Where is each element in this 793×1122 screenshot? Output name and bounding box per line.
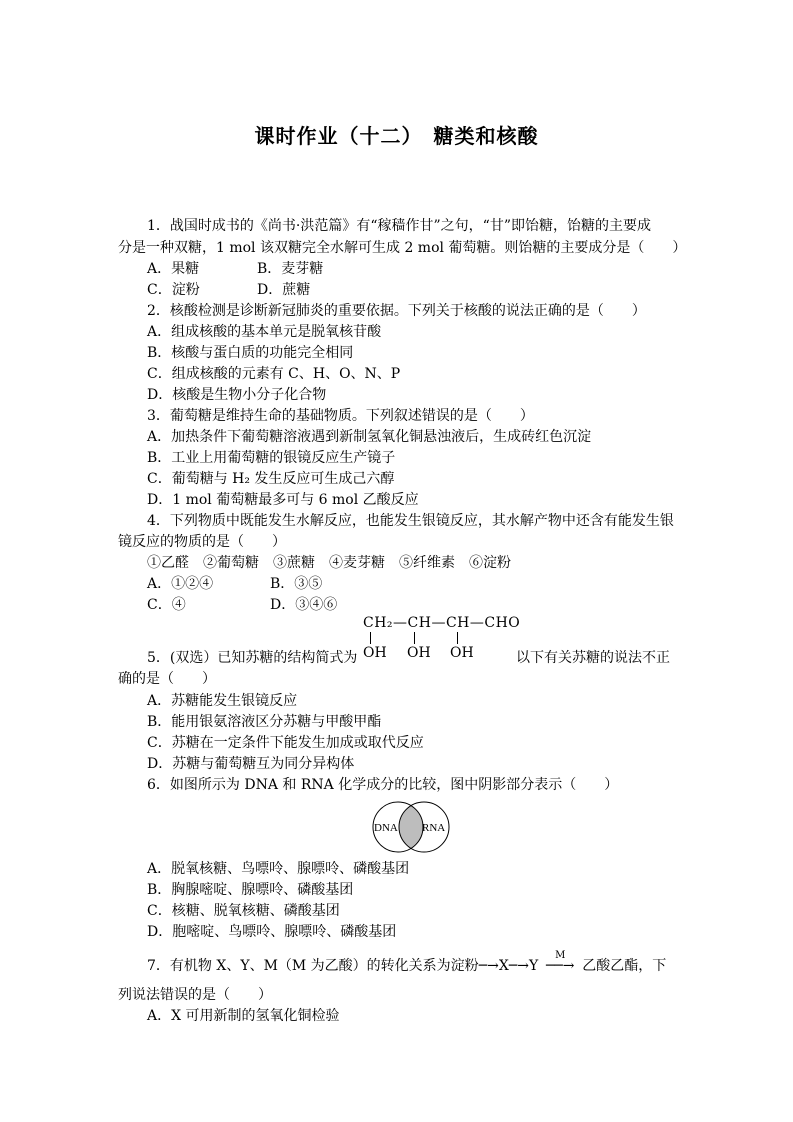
- formula-oh-3: OH: [450, 645, 474, 661]
- q3-option-d: D．1 mol 葡萄糖最多可与 6 mol 乙酸反应: [147, 492, 419, 508]
- formula-bond-2: [414, 632, 415, 644]
- q1-option-b: B．麦芽糖: [257, 261, 324, 277]
- arrow-1: ─→: [478, 958, 499, 974]
- formula-bond-3: [457, 632, 458, 644]
- q7-stem-part2: 乙酸乙酯，下: [582, 958, 667, 974]
- q1-stem-line2: 分是一种双糖，1 mol 该双糖完全水解可生成 2 mol 葡萄糖。则饴糖的主要成分是（ ）: [118, 240, 687, 256]
- dna-rna-venn-diagram: [370, 800, 452, 854]
- q7-stem-line1: [147, 950, 667, 976]
- q5-option-a: A．苏糖能发生银镜反应: [147, 693, 298, 709]
- q3-option-b: B．工业上用葡萄糖的银镜反应生产镜子: [147, 450, 396, 466]
- q3-option-a: A．加热条件下葡萄糖溶液遇到新制氢氧化铜悬浊液后，生成砖红色沉淀: [147, 429, 592, 445]
- formula-main-chain: CH₂—CH—CH—CHO: [363, 615, 521, 631]
- q4-stem-line2: 镜反应的物质的是（ ）: [118, 534, 286, 550]
- q6-option-b: B．胸腺嘧啶、腺嘌呤、磷酸基团: [147, 882, 354, 898]
- q4-option-b: B．③⑤: [270, 576, 323, 592]
- q7-stem-part1: 7．有机物 X、Y、M（M 为乙酸）的转化关系为淀粉: [147, 958, 479, 974]
- arrow-with-m: M ──→: [538, 956, 582, 976]
- formula-oh-2: OH: [407, 645, 431, 661]
- venn-rna-label: RNA: [422, 822, 446, 834]
- q6-option-a: A．脱氧核糖、鸟嘌呤、腺嘌呤、磷酸基团: [147, 861, 410, 877]
- q5-option-b: B．能用银氨溶液区分苏糖与甲酸甲酯: [147, 714, 382, 730]
- q4-option-a: A．①②④: [147, 576, 214, 592]
- arrow-m-label: M: [555, 950, 566, 961]
- q4-stem-line1: 4．下列物质中既能发生水解反应，也能发生银镜反应，其水解产物中还含有能发生银: [147, 513, 674, 529]
- q4-option-c: C．④: [147, 597, 186, 613]
- q5-option-d: D．苏糖与葡萄糖互为同分异构体: [147, 756, 355, 772]
- q2-option-b: B．核酸与蛋白质的功能完全相同: [147, 345, 354, 361]
- q4-items: ①乙醛 ②葡萄糖 ③蔗糖 ④麦芽糖 ⑤纤维素 ⑥淀粉: [147, 555, 511, 571]
- q1-option-a: A．果糖: [147, 261, 200, 277]
- q3-stem: 3．葡萄糖是维持生命的基础物质。下列叙述错误的是（ ）: [147, 408, 534, 424]
- q7-y: Y: [529, 958, 539, 974]
- q1-option-c: C．淀粉: [147, 282, 200, 298]
- q2-option-c: C．组成核酸的元素有 C、H、O、N、P: [147, 366, 401, 382]
- q5-stem-line2: 确的是（ ）: [118, 671, 216, 687]
- arrow-2: ─→: [508, 958, 529, 974]
- q7-stem-line2: 列说法错误的是（ ）: [118, 987, 272, 1003]
- q1-option-d: D．蔗糖: [257, 282, 311, 298]
- q2-option-d: D．核酸是生物小分子化合物: [147, 387, 327, 403]
- q6-option-d: D．胞嘧啶、鸟嘌呤、腺嘌呤、磷酸基团: [147, 924, 397, 940]
- q6-option-c: C．核糖、脱氧核糖、磷酸基团: [147, 903, 340, 919]
- q2-stem: 2．核酸检测是诊断新冠肺炎的重要依据。下列关于核酸的说法正确的是（ ）: [147, 303, 646, 319]
- q4-option-d: D．③④⑥: [270, 597, 338, 613]
- q2-option-a: A．组成核酸的基本单元是脱氧核苷酸: [147, 324, 382, 340]
- formula-oh-1: OH: [363, 645, 387, 661]
- formula-bond-1: [370, 632, 371, 644]
- venn-dna-label: DNA: [374, 822, 398, 834]
- q5-stem-left: 5．(双选）已知苏糖的结构简式为: [147, 650, 358, 666]
- q7-x: X: [498, 958, 509, 974]
- q7-option-a: A．X 可用新制的氢氧化铜检验: [147, 1008, 340, 1024]
- q5-stem-right: 以下有关苏糖的说法不正: [516, 650, 670, 666]
- threose-structural-formula: [363, 613, 523, 661]
- q3-option-c: C．葡萄糖与 H₂ 发生反应可生成己六醇: [147, 471, 395, 487]
- q1-stem-line1: 1．战国时成书的《尚书·洪范篇》有“稼穑作甘”之句，“甘”即饴糖，饴糖的主要成: [147, 218, 651, 234]
- q6-stem: 6．如图所示为 DNA 和 RNA 化学成分的比较，图中阴影部分表示（ ）: [147, 777, 619, 793]
- q5-option-c: C．苏糖在一定条件下能发生加成或取代反应: [147, 735, 424, 751]
- page-title: 课时作业（十二） 糖类和核酸: [254, 124, 539, 148]
